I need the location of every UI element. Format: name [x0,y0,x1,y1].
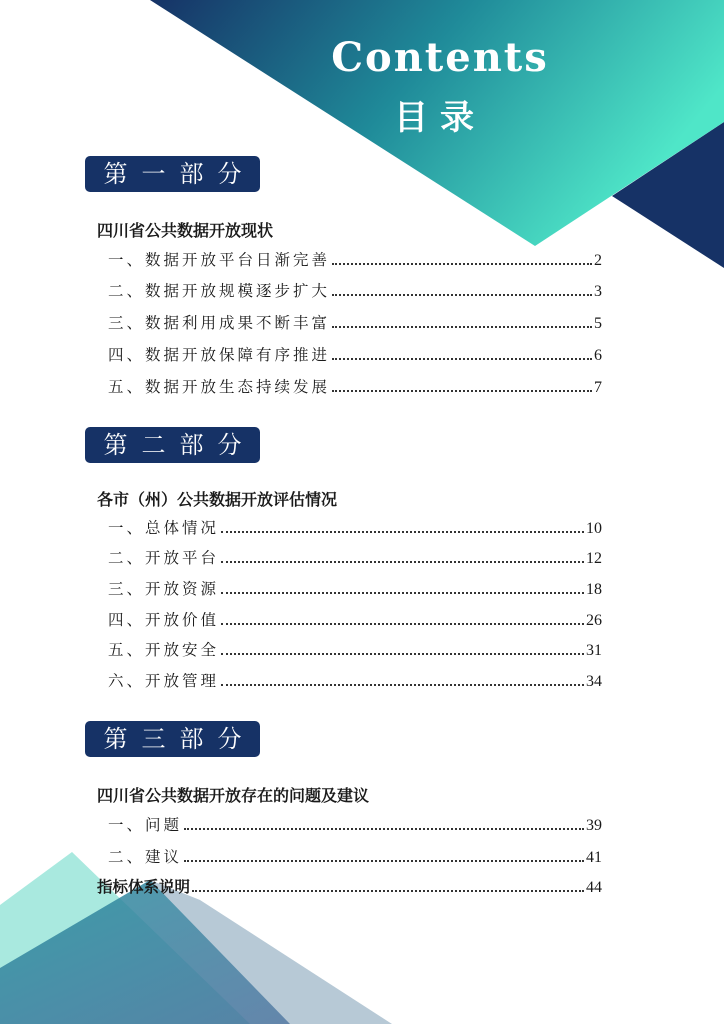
toc-number: 二、 [108,549,146,567]
toc-page-number: 7 [594,379,602,396]
toc-page-number: 34 [586,673,602,690]
toc-entry[interactable] [108,546,602,568]
toc-number: 五、 [108,641,146,659]
toc-entry[interactable] [108,638,602,660]
toc-entry[interactable] [108,248,602,270]
toc-leader-dots [221,592,584,594]
toc-number: 一、 [108,816,146,834]
toc-leader-dots [221,623,584,625]
toc-page-number: 12 [586,550,602,567]
contents-title-chinese: 目录 [394,98,486,138]
toc-page-number: 26 [586,612,602,629]
toc-label: 开放平台 [145,549,220,567]
part-three-heading: 四川省公共数据开放存在的问题及建议 [97,786,370,805]
toc-number: 六、 [108,672,146,690]
toc-label: 数据开放规模逐步扩大 [145,282,331,300]
toc-page-number: 6 [594,347,602,364]
toc-label: 指标体系说明 [97,878,191,896]
toc-entry[interactable] [108,608,602,630]
toc-entry[interactable] [108,813,602,835]
toc-number: 三、 [108,580,146,598]
toc-entry[interactable] [108,311,602,333]
toc-page-number: 18 [586,581,602,598]
toc-entry[interactable] [108,845,602,867]
part-two-badge: 第二部分 [85,427,260,463]
toc-leader-dots [332,263,592,265]
part-three-badge: 第三部分 [85,721,260,757]
toc-label: 数据开放保障有序推进 [145,346,331,364]
toc-label: 建议 [145,848,183,866]
part-one-badge: 第一部分 [85,156,260,192]
toc-number: 五、 [108,378,146,396]
toc-page-number: 31 [586,642,602,659]
toc-leader-dots [221,653,584,655]
toc-leader-dots [332,390,592,392]
toc-entry[interactable] [108,516,602,538]
toc-number: 三、 [108,314,146,332]
toc-label: 开放安全 [145,641,220,659]
toc-leader-dots [221,531,584,533]
toc-label: 数据开放平台日渐完善 [145,251,331,269]
toc-leader-dots [332,358,592,360]
toc-page-number: 2 [594,252,602,269]
toc-page-number: 39 [586,817,602,834]
toc-page-number: 5 [594,315,602,332]
toc-page-number: 10 [586,520,602,537]
part-one-heading: 四川省公共数据开放现状 [97,221,274,240]
toc-entry[interactable] [108,577,602,599]
toc-leader-dots [332,326,592,328]
toc-label: 数据开放生态持续发展 [145,378,331,396]
toc-number: 一、 [108,519,146,537]
toc-leader-dots [332,294,592,296]
toc-leader-dots [184,828,584,830]
toc-page-number: 3 [594,283,602,300]
toc-label: 总体情况 [145,519,220,537]
toc-number: 一、 [108,251,146,269]
toc-leader-dots [221,561,584,563]
part-two-heading: 各市（州）公共数据开放评估情况 [97,490,338,509]
toc-number: 二、 [108,848,146,866]
contents-title: Contents [331,34,549,81]
toc-entry[interactable] [108,375,602,397]
toc-entry[interactable] [108,343,602,365]
toc-label: 数据利用成果不断丰富 [145,314,331,332]
toc-entry[interactable] [108,669,602,691]
toc-leader-dots [192,890,584,892]
toc-number: 四、 [108,346,146,364]
toc-number: 二、 [108,282,146,300]
toc-page-number: 41 [586,849,602,866]
toc-number: 四、 [108,611,146,629]
toc-label: 问题 [145,816,183,834]
toc-label: 开放价值 [145,611,220,629]
toc-label: 开放管理 [145,672,220,690]
toc-leader-dots [184,860,584,862]
toc-page-number: 44 [586,879,602,896]
toc-leader-dots [221,684,584,686]
toc-entry-appendix[interactable] [97,875,602,897]
toc-label: 开放资源 [145,580,220,598]
toc-entry[interactable] [108,279,602,301]
